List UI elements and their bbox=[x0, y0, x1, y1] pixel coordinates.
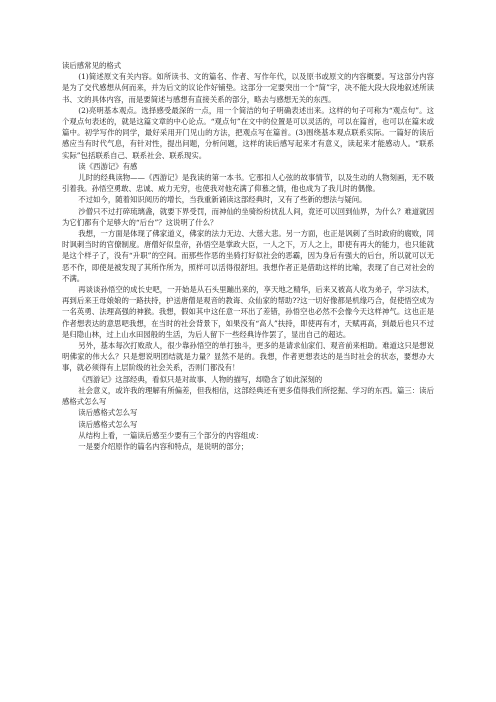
section-heading: 读后感格式怎么写 bbox=[78, 419, 138, 429]
paragraph: (1)简述原文有关内容。如所读书、文的篇名、作者、写作年代，以及原书或原文的内容概要。写这部分内容是为了交代感想从何而来，并为后文的议论作好铺垫。这部分一定要突出一个“简”字，决不能大段大段地叙述所读书、文的具体内容，而是要简述与感想有直接关系的部分，略去与感想无关的东西。 bbox=[62, 72, 434, 104]
paragraph: 《西游记》这部经典，看似只是对故事、人物的描写，却隐含了如此深刻的 bbox=[78, 374, 323, 384]
essay-title: 读《西游记》有感 bbox=[78, 161, 138, 171]
section-heading: 读后感格式怎么写 bbox=[78, 408, 138, 418]
paragraph: 沙僧只不过打碎琉璃盏，就要下界受罚，而神仙的坐骑纷纷扰乱人间，竟还可以回到仙界，为什么？难道就因为它们都有个足够大的“后台”？这说明了什么？ bbox=[62, 206, 434, 227]
paragraph: 儿时的经典读物——《西游记》是我读的第一本书。它那扣人心弦的故事情节，以及生动的人物刻画，无不吸引着我。孙悟空勇敢、忠诚、威力无穷，也使我对他充满了仰慕之情，他也成为了我儿时的偶像。 bbox=[62, 173, 434, 194]
paragraph: 不过如今，随着知识阅历的增长，当我重新诵读这部经典时，又有了些新的想法与疑问。 bbox=[78, 195, 367, 205]
paragraph: 我想，一方面是体现了佛家道义，佛家的法力无边、大慈大悲。另一方面，也正是讽刺了当时政府的腐败，同时讽刺当时的官僚制度。唐僧好似皇帝，孙悟空是掌政大臣，一人之下，万人之上，即使有再大的能力，也只能就是这个样子了，没有“升职”的空间。而那些作恶的坐骑打好似社会的恶霸，因为身后有强大的后台，所以就可以无恶不作，即使是被发现了其所作所为，照样可以活得很舒坦。我想作者正是借助这样的比喻，表现了自己对社会的不满。 bbox=[62, 229, 434, 283]
paragraph: 从结构上看，一篇读后感至少要有三个部分的内容组成： bbox=[78, 430, 264, 440]
paragraph: 一是要介绍原作的篇名内容和特点，是说明的部分； bbox=[78, 441, 249, 451]
paragraph: 另外，基本每次打败敌人，很少靠孙悟空的单打独斗，更多的是请求仙家们、观音前来相助。难道这只是想说明佛家的伟大么？只是想说明团结就是力量？显然不是的。我想，作者更想表达的是当时社会的状态，要想办大事，就必须得有上层阶级的社会关系，否则门都没有！ bbox=[62, 341, 434, 373]
paragraph: 社会意义，或许我的理解有所偏差，但我相信，这部经典还有更多值得我们所挖掘、学习的东西。篇三：读后感格式怎么写 bbox=[62, 385, 434, 407]
paragraph: 再谈谈孙悟空的成长史吧，一开始是从石头里蹦出来的，享天地之精华，后来又被高人收为弟子，学习法术，再到后来王母娘娘的一路扶持，护送唐僧是观音的教诲、众仙家的帮助??这一切好像都是机缘巧合，促使悟空成为一名英勇、法理高强的神猴。我想，假如其中这任意一环出了差错，孙悟空也必然不会像今天这样神气。这也正是作者想表达的意思吧我想，在当时的社会背景下，如果没有“高人”扶持，即使再有才，天赋再高，到最后也只不过是归隐山林，过上山水田园般的生活，为后人留下一些经典诗作罢了，显出自己的超达。 bbox=[62, 285, 434, 339]
doc-title: 读后感常见的格式 bbox=[62, 61, 122, 70]
paragraph: (2)亮明基本观点。选择感受最深的一点，用一个简洁的句子明确表述出来。这样的句子可称为“观点句”。这个观点句表述的，就是这篇文章的中心论点。“观点句”在文中的位置是可以灵活的，可以在篇首，也可以在篇末或篇中。初学写作的同学，最好采用开门见山的方法，把观点写在篇首。(3)围绕基本观点联系实际。一篇好的读后感应当有时代气息，有针对性，提出问题，分析问题，这样的读后感写起来才有意义，读起来才能感动人。“联系实际”包括联系自己、联系社会、联系现实。 bbox=[62, 105, 434, 160]
